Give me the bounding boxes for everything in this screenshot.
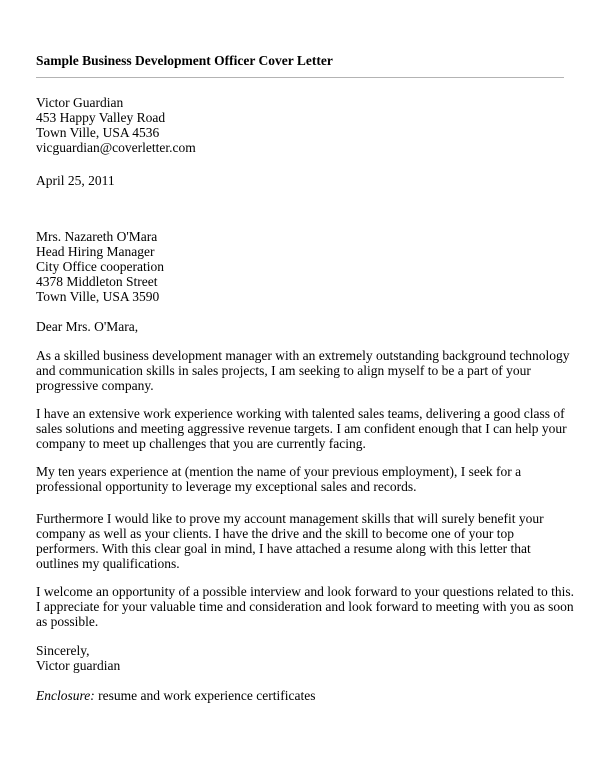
title-divider xyxy=(36,77,564,78)
sender-email: vicguardian@coverletter.com xyxy=(36,140,196,155)
enclosure-block xyxy=(36,688,566,703)
paragraph-line: as possible. xyxy=(36,614,99,629)
paragraph-line: My ten years experience at (mention the name of your previous employment), I seek for a xyxy=(36,464,522,479)
paragraph-line: I have an extensive work experience working with talented sales teams, delivering a good class of xyxy=(36,406,565,421)
signature-name: Victor guardian xyxy=(36,658,121,673)
paragraph-line: I appreciate for your valuable time and consideration and look forward to meeting with you as soon xyxy=(36,599,574,614)
letter-date: April 25, 2011 xyxy=(36,173,115,188)
paragraph-line: sales solutions and meeting aggressive revenue targets. I am confident enough that I can help your xyxy=(36,421,567,436)
body-paragraph xyxy=(36,511,566,571)
paragraph-line: Furthermore I would like to prove my account management skills that will surely benefit your xyxy=(36,511,544,526)
letter-date-block xyxy=(36,173,566,188)
document-title: Sample Business Development Officer Cover Letter xyxy=(36,53,333,68)
paragraph-line: professional opportunity to leverage my exceptional sales and records. xyxy=(36,479,417,494)
recipient-address xyxy=(36,229,566,304)
sender-street: 453 Happy Valley Road xyxy=(36,110,166,125)
paragraph-line: As a skilled business development manager with an extremely outstanding background technology xyxy=(36,348,570,363)
enclosure-line xyxy=(36,688,566,703)
paragraph-line: company as well as your clients. I have the drive and the skill to become one of your top xyxy=(36,526,514,541)
paragraph-line: company to meet up challenges that you are currently facing. xyxy=(36,436,366,451)
recipient-title: Head Hiring Manager xyxy=(36,244,155,259)
closing-block xyxy=(36,643,566,673)
body-paragraph xyxy=(36,464,566,494)
sender-name: Victor Guardian xyxy=(36,95,124,110)
paragraph-line: progressive company. xyxy=(36,378,154,393)
paragraph-line: I welcome an opportunity of a possible interview and look forward to your questions related to this. xyxy=(36,584,575,599)
paragraph-line: performers. With this clear goal in mind, I have attached a resume along with this letter that xyxy=(36,541,531,556)
recipient-name: Mrs. Nazareth O'Mara xyxy=(36,229,158,244)
closing: Sincerely, xyxy=(36,643,90,658)
salutation: Dear Mrs. O'Mara, xyxy=(36,319,139,334)
salutation-block xyxy=(36,319,566,334)
paragraph-line: outlines my qualifications. xyxy=(36,556,180,571)
body-paragraph xyxy=(36,584,575,629)
recipient-company: City Office cooperation xyxy=(36,259,164,274)
sender-address xyxy=(36,95,566,155)
enclosure-label: Enclosure: xyxy=(36,688,95,703)
sender-city: Town Ville, USA 4536 xyxy=(36,125,160,140)
enclosure-text: resume and work experience certificates xyxy=(94,688,316,703)
recipient-city: Town Ville, USA 3590 xyxy=(36,289,160,304)
recipient-street: 4378 Middleton Street xyxy=(36,274,158,289)
body-paragraph xyxy=(36,406,566,451)
body-paragraph xyxy=(36,348,570,393)
paragraph-line: and communication skills in sales projects, I am seeking to align myself to be a part of your xyxy=(36,363,531,378)
